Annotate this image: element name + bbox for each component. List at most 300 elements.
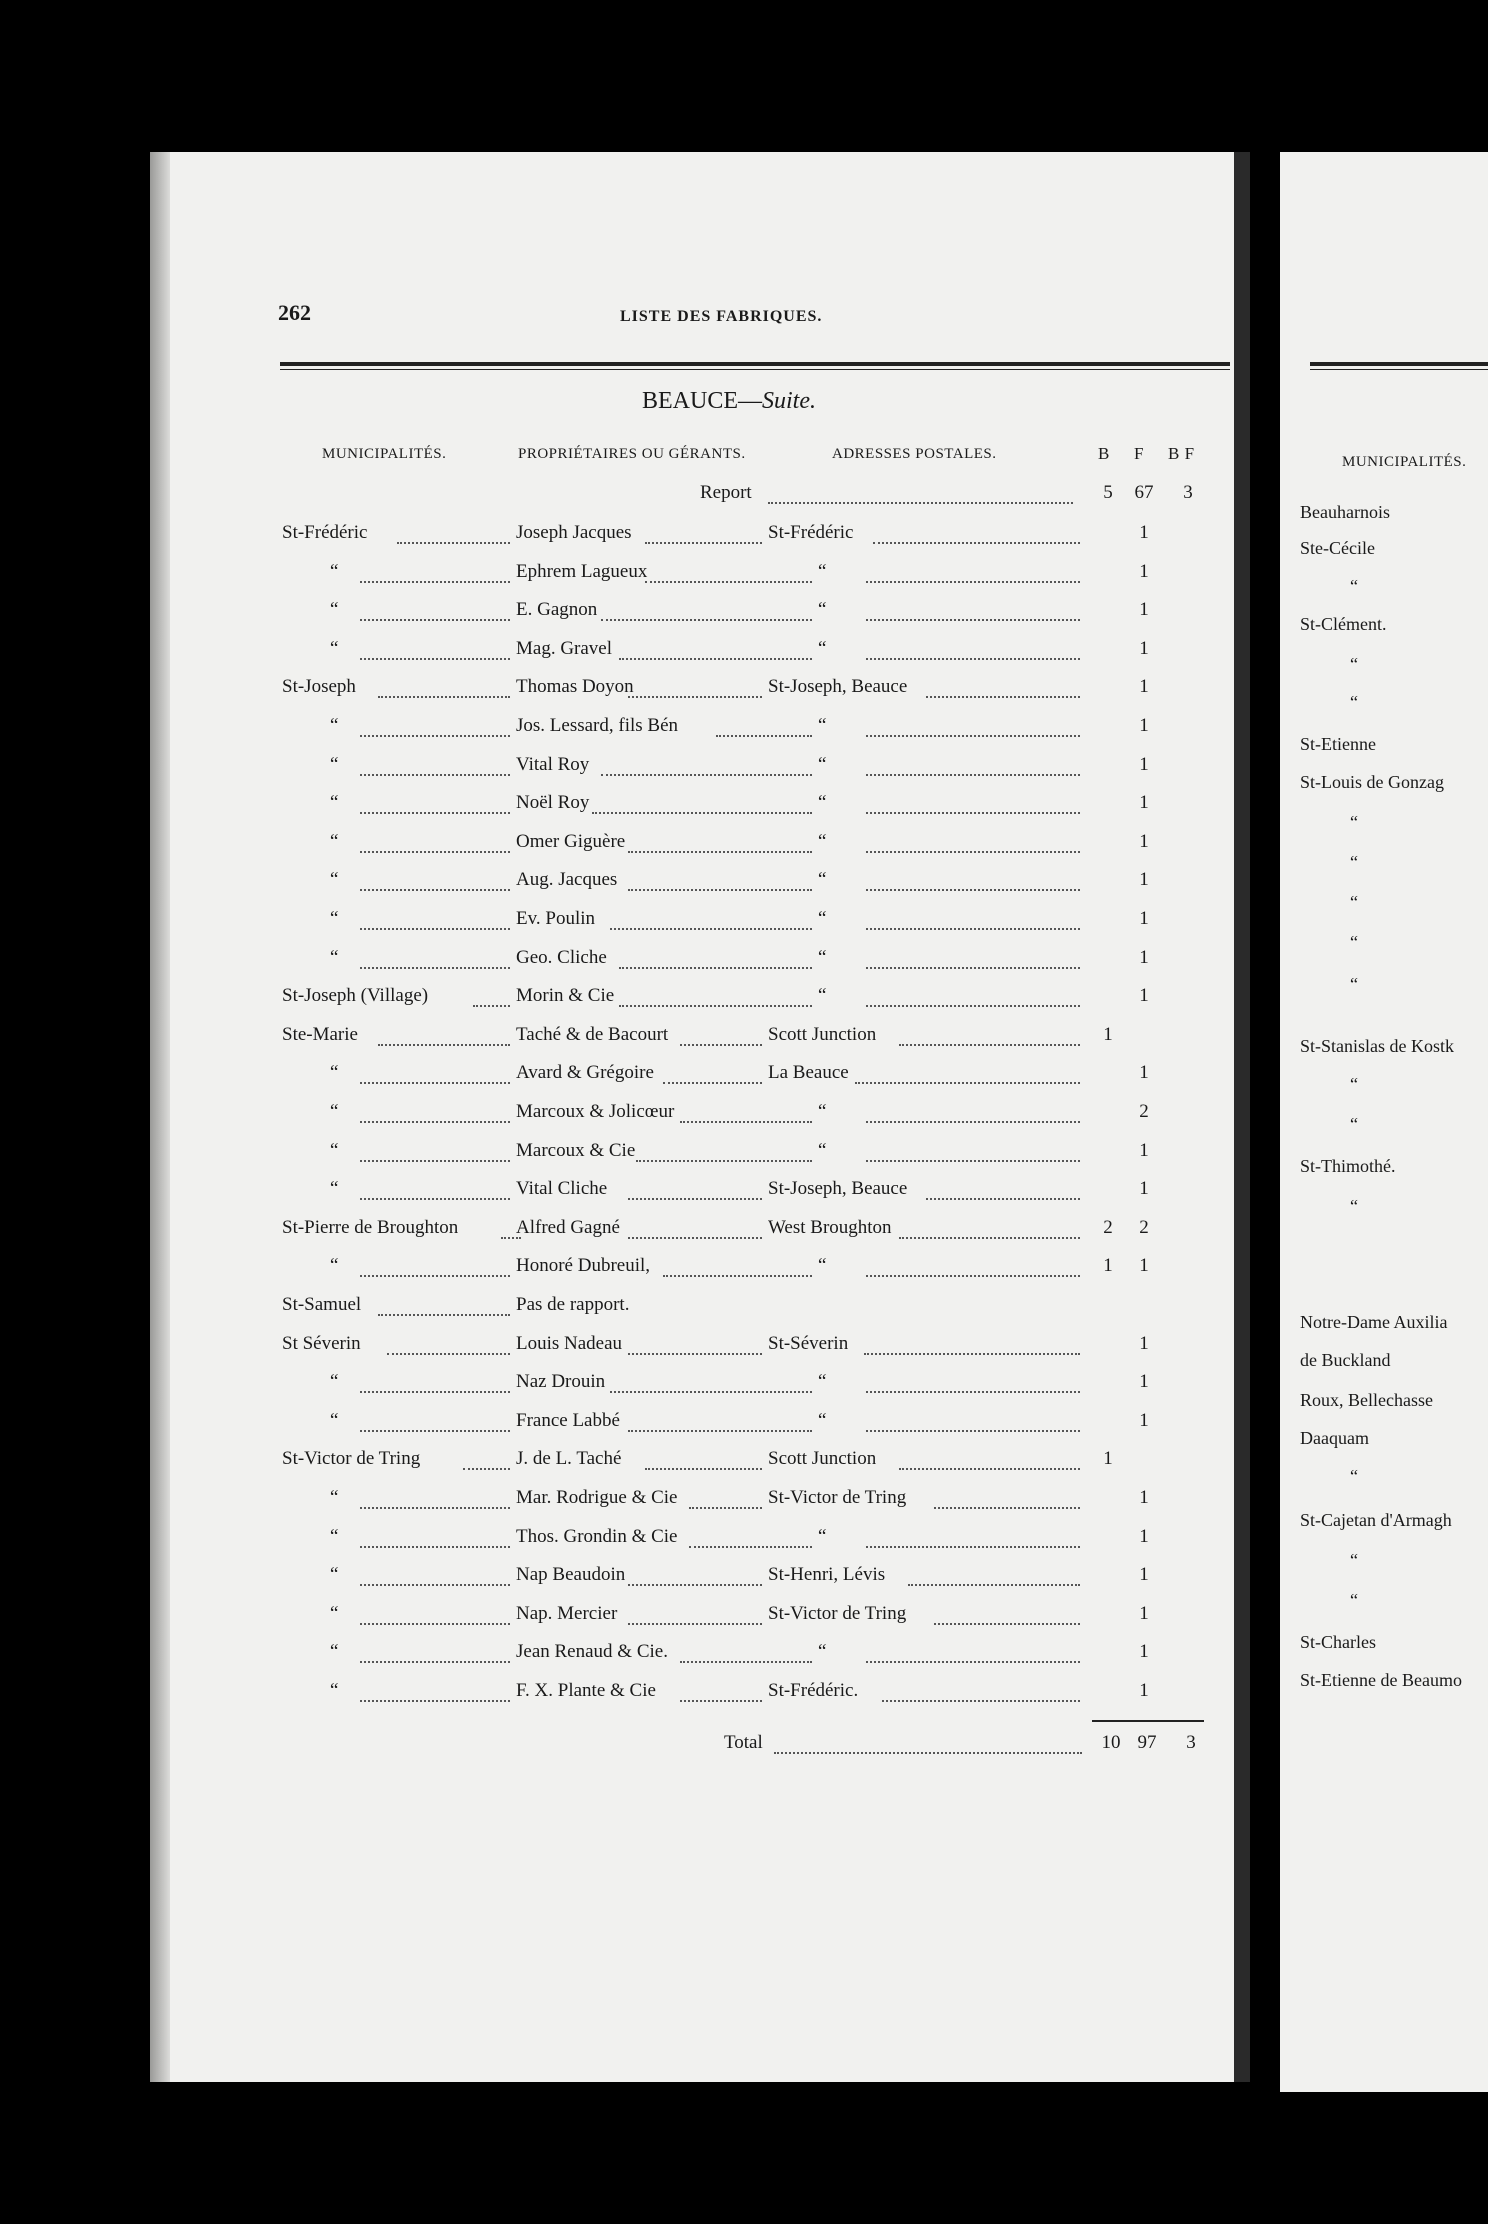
leader-dots: [360, 1121, 510, 1123]
leader-dots: [463, 1468, 510, 1470]
leader-dots: [360, 1661, 510, 1663]
municipalite-cell: St-Joseph: [282, 676, 356, 697]
count-f: 1: [1139, 1564, 1149, 1585]
count-f: 1: [1139, 869, 1149, 890]
adresse-cell: West Broughton: [768, 1217, 892, 1238]
total-rule: [1092, 1720, 1204, 1722]
count-f: 1: [1139, 638, 1149, 659]
proprietaire-cell: Nap. Mercier: [516, 1603, 618, 1624]
proprietaire-cell: F. X. Plante & Cie: [516, 1680, 656, 1701]
leader-dots: [899, 1237, 1080, 1239]
municipalite-cell: “: [330, 947, 339, 968]
leader-dots: [610, 928, 812, 930]
leader-dots: [628, 1198, 762, 1200]
municipalite-cell: “: [330, 715, 339, 736]
leader-dots: [360, 1507, 510, 1509]
adresse-cell: “: [818, 1410, 827, 1431]
adresse-cell: St-Victor de Tring: [768, 1603, 907, 1624]
adresse-cell: Scott Junction: [768, 1024, 877, 1045]
leader-dots: [628, 696, 762, 698]
total-label: Total: [724, 1732, 763, 1753]
leader-dots: [610, 1391, 812, 1393]
right-page-line: Daaquam: [1300, 1428, 1369, 1448]
table-row: [150, 1520, 1250, 1560]
leader-dots: [360, 812, 510, 814]
section-title-italic: Suite.: [762, 388, 816, 414]
table-row: [150, 941, 1250, 981]
table-row: [150, 1597, 1250, 1637]
right-page-line: “: [1350, 852, 1358, 872]
right-page-line: “: [1350, 974, 1358, 994]
header-rule-thin: [280, 369, 1230, 370]
leader-dots: [866, 1430, 1080, 1432]
right-page-line: St-Etienne de Beaumo: [1300, 1670, 1462, 1690]
proprietaire-cell: Pas de rapport.: [516, 1294, 630, 1315]
right-page-line: “: [1350, 1590, 1358, 1610]
leader-dots: [768, 502, 1073, 504]
table-row: [150, 1249, 1250, 1289]
municipalite-cell: “: [330, 1641, 339, 1662]
col-header-adresses: ADRESSES POSTALES.: [832, 446, 997, 462]
right-col-header: MUNICIPALITÉS.: [1342, 454, 1467, 470]
proprietaire-cell: Jos. Lessard, fils Bén: [516, 715, 679, 736]
leader-dots: [592, 812, 812, 814]
municipalite-cell: “: [330, 831, 339, 852]
count-f: 1: [1139, 1140, 1149, 1161]
municipalite-cell: “: [330, 1255, 339, 1276]
count-f: 1: [1139, 1410, 1149, 1431]
adresse-cell: St-Joseph, Beauce: [768, 676, 908, 697]
count-b: 1: [1103, 1448, 1113, 1469]
adresse-cell: “: [818, 947, 827, 968]
adresse-cell: “: [818, 1371, 827, 1392]
section-title-main: BEAUCE—: [642, 388, 762, 414]
municipalite-cell: “: [330, 792, 339, 813]
leader-dots: [360, 1082, 510, 1084]
adresse-cell: “: [818, 754, 827, 775]
right-page-line: Roux, Bellechasse: [1300, 1390, 1433, 1410]
right-page-line: Notre-Dame Auxilia: [1300, 1312, 1448, 1332]
leader-dots: [473, 1005, 511, 1007]
leader-dots: [866, 1160, 1080, 1162]
header-rule-thick: [280, 362, 1230, 366]
proprietaire-cell: Thos. Grondin & Cie: [516, 1526, 678, 1547]
adresse-cell: St-Henri, Lévis: [768, 1564, 886, 1585]
municipalite-cell: “: [330, 908, 339, 929]
leader-dots: [360, 774, 510, 776]
leader-dots: [908, 1584, 1080, 1586]
municipalite-cell: “: [330, 638, 339, 659]
table-row: [150, 1095, 1250, 1135]
leader-dots: [866, 1391, 1080, 1393]
table-row: [150, 1134, 1250, 1174]
adresse-cell: “: [818, 1641, 827, 1662]
leader-dots: [680, 1661, 812, 1663]
municipalite-cell: St-Frédéric: [282, 522, 368, 543]
count-f: 1: [1139, 1371, 1149, 1392]
count-f: 1: [1139, 561, 1149, 582]
book-page-right: [1280, 152, 1488, 2092]
leader-dots: [882, 1700, 1080, 1702]
proprietaire-cell: Jean Renaud & Cie.: [516, 1641, 668, 1662]
leader-dots: [378, 696, 511, 698]
leader-dots: [360, 1275, 510, 1277]
leader-dots: [645, 1468, 762, 1470]
leader-dots: [866, 1546, 1080, 1548]
count-f: 2: [1139, 1217, 1149, 1238]
leader-dots: [934, 1623, 1080, 1625]
col-header-bf: B F: [1168, 444, 1195, 463]
table-row: [150, 1018, 1250, 1058]
leader-dots: [397, 542, 511, 544]
leader-dots: [645, 542, 762, 544]
leader-dots: [680, 1044, 762, 1046]
leader-dots: [628, 1237, 762, 1239]
right-page-line: “: [1350, 1114, 1358, 1134]
leader-dots: [360, 1160, 510, 1162]
leader-dots: [628, 1623, 762, 1625]
leader-dots: [864, 1353, 1080, 1355]
leader-dots: [360, 581, 510, 583]
leader-dots: [689, 1507, 762, 1509]
table-row: [150, 1288, 1250, 1328]
leader-dots: [866, 774, 1080, 776]
municipalite-cell: “: [330, 1371, 339, 1392]
adresse-cell: “: [818, 1255, 827, 1276]
municipalite-cell: “: [330, 1178, 339, 1199]
leader-dots: [899, 1044, 1080, 1046]
count-f: 1: [1139, 1062, 1149, 1083]
leader-dots: [378, 1044, 511, 1046]
count-f: 1: [1139, 1603, 1149, 1624]
table-row: [150, 709, 1250, 749]
municipalite-cell: St-Samuel: [282, 1294, 362, 1315]
proprietaire-cell: E. Gagnon: [516, 599, 598, 620]
right-page-line: St-Etienne: [1300, 734, 1376, 754]
adresse-cell: “: [818, 869, 827, 890]
leader-dots: [680, 1121, 812, 1123]
leader-dots: [360, 1430, 510, 1432]
proprietaire-cell: Louis Nadeau: [516, 1333, 623, 1354]
municipalite-cell: “: [330, 1564, 339, 1585]
municipalite-cell: St-Victor de Tring: [282, 1448, 421, 1469]
section-title: [642, 388, 816, 415]
leader-dots: [866, 1121, 1080, 1123]
proprietaire-cell: Avard & Grégoire: [516, 1062, 654, 1083]
page-number: 262: [278, 300, 311, 325]
proprietaire-cell: Noël Roy: [516, 792, 590, 813]
adresse-cell: St-Frédéric: [768, 522, 854, 543]
leader-dots: [636, 1160, 812, 1162]
municipalite-cell: “: [330, 1603, 339, 1624]
table-row: [150, 1172, 1250, 1212]
right-page-line: Beauharnois: [1300, 502, 1390, 522]
table-row: [150, 1365, 1250, 1405]
table-row: [150, 1481, 1250, 1521]
count-b: 1: [1103, 1024, 1113, 1045]
count-f: 1: [1139, 599, 1149, 620]
table-row: [150, 632, 1250, 672]
col-header-municipalites: MUNICIPALITÉS.: [322, 446, 447, 462]
right-page-line: “: [1350, 1196, 1358, 1216]
count-f: 1: [1139, 831, 1149, 852]
adresse-cell: St-Séverin: [768, 1333, 849, 1354]
count-f: 1: [1139, 1255, 1149, 1276]
count-b: 1: [1103, 1255, 1113, 1276]
municipalite-cell: St Séverin: [282, 1333, 361, 1354]
adresse-cell: St-Joseph, Beauce: [768, 1178, 908, 1199]
leader-dots: [866, 812, 1080, 814]
table-row: [150, 748, 1250, 788]
proprietaire-cell: Omer Giguère: [516, 831, 626, 852]
proprietaire-cell: Naz Drouin: [516, 1371, 606, 1392]
col-header-f: F: [1134, 444, 1144, 463]
leader-dots: [866, 851, 1080, 853]
proprietaire-cell: Alfred Gagné: [516, 1217, 620, 1238]
count-f: 1: [1139, 792, 1149, 813]
adresse-cell: “: [818, 1101, 827, 1122]
proprietaire-cell: Thomas Doyon: [516, 676, 634, 697]
municipalite-cell: “: [330, 869, 339, 890]
count-f: 1: [1139, 1333, 1149, 1354]
municipalite-cell: St-Joseph (Village): [282, 985, 429, 1006]
municipalite-cell: “: [330, 1062, 339, 1083]
count-f: 2: [1139, 1101, 1149, 1122]
total-row: [150, 1728, 1250, 1768]
municipalite-cell: “: [330, 1140, 339, 1161]
table-row: [150, 670, 1250, 710]
right-page-line: “: [1350, 892, 1358, 912]
right-page-line: St-Thimothé.: [1300, 1156, 1396, 1176]
report-b: 5: [1103, 482, 1113, 503]
total-f: 97: [1137, 1732, 1157, 1753]
municipalite-cell: “: [330, 1487, 339, 1508]
adresse-cell: St-Victor de Tring: [768, 1487, 907, 1508]
proprietaire-cell: Vital Roy: [516, 754, 590, 775]
right-page-line: “: [1350, 692, 1358, 712]
right-page-line: “: [1350, 1466, 1358, 1486]
count-f: 1: [1139, 1526, 1149, 1547]
proprietaire-cell: Aug. Jacques: [516, 869, 618, 890]
adresse-cell: “: [818, 715, 827, 736]
leader-dots: [873, 542, 1080, 544]
report-label: Report: [700, 482, 752, 503]
table-row: [150, 825, 1250, 865]
leader-dots: [360, 658, 510, 660]
right-page-line: St-Cajetan d'Armagh: [1300, 1510, 1452, 1530]
total-b: 10: [1101, 1732, 1121, 1753]
leader-dots: [866, 928, 1080, 930]
leader-dots: [866, 581, 1080, 583]
right-page-line: “: [1350, 1074, 1358, 1094]
table-row: [150, 593, 1250, 633]
leader-dots: [899, 1468, 1080, 1470]
proprietaire-cell: Honoré Dubreuil,: [516, 1255, 651, 1276]
leader-dots: [716, 735, 812, 737]
municipalite-cell: “: [330, 1410, 339, 1431]
leader-dots: [619, 1005, 812, 1007]
adresse-cell: St-Frédéric.: [768, 1680, 859, 1701]
adresse-cell: “: [818, 908, 827, 929]
leader-dots: [360, 1391, 510, 1393]
leader-dots: [360, 619, 510, 621]
leader-dots: [628, 1584, 762, 1586]
municipalite-cell: “: [330, 599, 339, 620]
leader-dots: [689, 1546, 812, 1548]
count-f: 1: [1139, 908, 1149, 929]
leader-dots: [360, 928, 510, 930]
leader-dots: [663, 1082, 762, 1084]
leader-dots: [774, 1752, 1082, 1754]
count-f: 1: [1139, 754, 1149, 775]
municipalite-cell: “: [330, 561, 339, 582]
right-page-line: de Buckland: [1300, 1350, 1391, 1370]
leader-dots: [619, 658, 812, 660]
table-row: [150, 1558, 1250, 1598]
adresse-cell: “: [818, 792, 827, 813]
count-f: 1: [1139, 1178, 1149, 1199]
count-b: 2: [1103, 1217, 1113, 1238]
adresse-cell: Scott Junction: [768, 1448, 877, 1469]
proprietaire-cell: Marcoux & Cie: [516, 1140, 636, 1161]
right-rule-thick: [1310, 362, 1488, 366]
right-page-line: St-Clément.: [1300, 614, 1387, 634]
table-row: [150, 516, 1250, 556]
table-row: [150, 1327, 1250, 1367]
adresse-cell: La Beauce: [768, 1062, 849, 1083]
leader-dots: [866, 735, 1080, 737]
report-bf: 3: [1183, 482, 1193, 503]
col-header-proprietaires: PROPRIÉTAIRES OU GÉRANTS.: [518, 446, 746, 462]
proprietaire-cell: J. de L. Taché: [516, 1448, 622, 1469]
leader-dots: [866, 1661, 1080, 1663]
leader-dots: [360, 851, 510, 853]
leader-dots: [601, 619, 812, 621]
leader-dots: [926, 1198, 1080, 1200]
adresse-cell: “: [818, 1140, 827, 1161]
municipalite-cell: Ste-Marie: [282, 1024, 358, 1045]
count-f: 1: [1139, 947, 1149, 968]
leader-dots: [360, 1198, 510, 1200]
right-page-line: St-Louis de Gonzag: [1300, 772, 1444, 792]
leader-dots: [628, 1430, 812, 1432]
adresse-cell: “: [818, 831, 827, 852]
adresse-cell: “: [818, 1526, 827, 1547]
report-row: [150, 474, 1250, 514]
municipalite-cell: “: [330, 1101, 339, 1122]
table-row: [150, 902, 1250, 942]
municipalite-cell: “: [330, 1526, 339, 1547]
proprietaire-cell: Geo. Cliche: [516, 947, 607, 968]
leader-dots: [601, 774, 812, 776]
proprietaire-cell: Vital Cliche: [516, 1178, 608, 1199]
leader-dots: [378, 1314, 511, 1316]
right-page-line: “: [1350, 576, 1358, 596]
count-f: 1: [1139, 715, 1149, 736]
leader-dots: [866, 889, 1080, 891]
right-page-line: “: [1350, 812, 1358, 832]
leader-dots: [619, 967, 812, 969]
leader-dots: [628, 1353, 762, 1355]
table-row: [150, 1404, 1250, 1444]
right-page-line: “: [1350, 932, 1358, 952]
proprietaire-cell: Mar. Rodrigue & Cie: [516, 1487, 678, 1508]
leader-dots: [360, 889, 510, 891]
running-title: LISTE DES FABRIQUES.: [620, 308, 823, 325]
municipalite-cell: St-Pierre de Broughton: [282, 1217, 459, 1238]
leader-dots: [645, 581, 812, 583]
leader-dots: [663, 1275, 812, 1277]
right-page-line: St-Stanislas de Kostk: [1300, 1036, 1455, 1056]
right-page-line: St-Charles: [1300, 1632, 1376, 1652]
leader-dots: [866, 658, 1080, 660]
leader-dots: [360, 1584, 510, 1586]
leader-dots: [855, 1082, 1080, 1084]
table-row: [150, 1211, 1250, 1251]
report-f: 67: [1134, 482, 1154, 503]
proprietaire-cell: Marcoux & Jolicœur: [516, 1101, 675, 1122]
book-page-left: [150, 152, 1250, 2082]
leader-dots: [360, 967, 510, 969]
count-f: 1: [1139, 1641, 1149, 1662]
proprietaire-cell: Ephrem Lagueux: [516, 561, 648, 582]
right-page-line: Ste-Cécile: [1300, 538, 1375, 558]
proprietaire-cell: Joseph Jacques: [516, 522, 632, 543]
leader-dots: [866, 1005, 1080, 1007]
count-f: 1: [1139, 522, 1149, 543]
leader-dots: [866, 967, 1080, 969]
count-f: 1: [1139, 1680, 1149, 1701]
proprietaire-cell: Nap Beaudoin: [516, 1564, 626, 1585]
leader-dots: [926, 696, 1080, 698]
proprietaire-cell: Ev. Poulin: [516, 908, 595, 929]
leader-dots: [628, 889, 812, 891]
leader-dots: [628, 851, 812, 853]
adresse-cell: “: [818, 561, 827, 582]
adresse-cell: “: [818, 599, 827, 620]
leader-dots: [360, 1700, 510, 1702]
count-f: 1: [1139, 985, 1149, 1006]
leader-dots: [680, 1700, 762, 1702]
proprietaire-cell: France Labbé: [516, 1410, 620, 1431]
leader-dots: [360, 1623, 510, 1625]
right-page-line: “: [1350, 1550, 1358, 1570]
total-bf: 3: [1186, 1732, 1196, 1753]
table-row: [150, 786, 1250, 826]
proprietaire-cell: Mag. Gravel: [516, 638, 613, 659]
leader-dots: [866, 619, 1080, 621]
table-row: [150, 555, 1250, 595]
table-row: [150, 1674, 1250, 1714]
leader-dots: [387, 1353, 510, 1355]
adresse-cell: “: [818, 985, 827, 1006]
proprietaire-cell: Morin & Cie: [516, 985, 615, 1006]
table-row: [150, 863, 1250, 903]
right-rule-thin: [1310, 369, 1488, 370]
count-f: 1: [1139, 676, 1149, 697]
municipalite-cell: “: [330, 754, 339, 775]
leader-dots: [360, 735, 510, 737]
right-page-line: “: [1350, 654, 1358, 674]
count-f: 1: [1139, 1487, 1149, 1508]
table-row: [150, 1056, 1250, 1096]
table-row: [150, 1635, 1250, 1675]
col-header-b: B: [1098, 444, 1110, 463]
table-row: [150, 979, 1250, 1019]
leader-dots: [866, 1275, 1080, 1277]
leader-dots: [934, 1507, 1080, 1509]
proprietaire-cell: Taché & de Bacourt: [516, 1024, 669, 1045]
